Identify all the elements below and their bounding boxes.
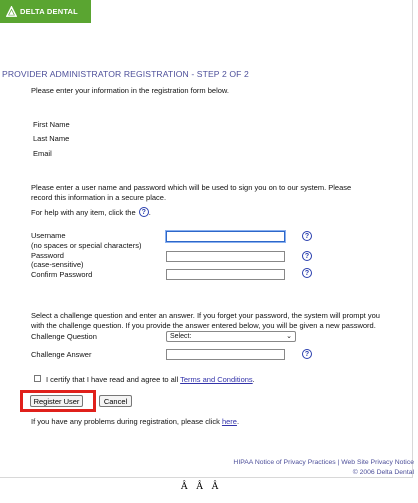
hipaa-notice-link[interactable]: HIPAA Notice of Privacy Practices — [233, 459, 336, 466]
challenge-answer-input[interactable] — [166, 349, 285, 360]
challenge-question-label: Challenge Question — [31, 332, 97, 341]
terms-link[interactable]: Terms and Conditions — [180, 375, 253, 384]
delta-dental-logo[interactable] — [0, 0, 91, 23]
last-name-label: Last Name — [33, 134, 70, 143]
page-title: PROVIDER ADMINISTRATOR REGISTRATION - STEP 2 OF 2 — [2, 69, 249, 79]
delta-triangle-icon — [6, 6, 17, 17]
footer — [233, 458, 414, 477]
confirm-password-input[interactable] — [166, 269, 285, 280]
problems-here-link[interactable]: here — [221, 417, 237, 426]
copyright: © 2006 Delta Dental — [352, 468, 414, 476]
email-label: Email — [33, 149, 52, 158]
register-user-button[interactable]: Register User — [30, 395, 83, 407]
password-input[interactable] — [166, 251, 285, 262]
problems-line: If you have any problems during registration, please click here. — [31, 417, 240, 426]
chevron-down-icon: ⌄ — [286, 333, 292, 340]
username-label: Username — [31, 231, 66, 240]
footer-links — [233, 458, 414, 468]
cancel-button[interactable]: Cancel — [99, 395, 132, 407]
logo-text: DELTA DENTAL — [20, 7, 78, 16]
password-sublabel: (case-sensitive) — [31, 260, 84, 269]
challenge-question-selected: Select: — [170, 333, 192, 340]
password-label: Password — [31, 251, 64, 260]
help-hint-text: For help with any item, click the — [31, 208, 136, 217]
problems-text: If you have any problems during registration, please click — [31, 417, 220, 426]
username-input[interactable] — [166, 231, 285, 242]
stray-characters: Â Â Â — [181, 482, 222, 492]
terms-text: I certify that I have read and agree to all — [46, 375, 179, 384]
username-help-icon[interactable]: ? — [302, 231, 312, 241]
challenge-answer-label: Challenge Answer — [31, 350, 92, 359]
challenge-intro: Select a challenge question and enter an answer. If you forget your password, the system will prompt you with the challenge question. If you provide the answer entered below, you will be given a new password. — [31, 311, 380, 330]
confirm-password-help-icon[interactable]: ? — [302, 268, 312, 278]
confirm-password-label: Confirm Password — [31, 270, 93, 279]
challenge-answer-help-icon[interactable]: ? — [302, 349, 312, 359]
help-circle-icon[interactable]: ? — [139, 207, 149, 217]
credentials-intro: Please enter a user name and password which will be used to sign you on to our system. Please record this information in a secure place. — [31, 183, 352, 202]
username-sublabel: (no spaces or special characters) — [31, 241, 142, 250]
terms-line: I certify that I have read and agree to all Terms and Conditions. — [46, 375, 255, 384]
footer-separator: | — [337, 459, 340, 466]
web-privacy-link[interactable]: Web Site Privacy Notice — [341, 459, 414, 466]
challenge-question-select[interactable] — [166, 331, 296, 342]
first-name-label: First Name — [33, 120, 70, 129]
terms-checkbox[interactable] — [34, 375, 41, 382]
help-hint: For help with any item, click the ? . — [31, 208, 151, 217]
intro-text: Please enter your information in the registration form below. — [31, 86, 230, 95]
password-help-icon[interactable]: ? — [302, 251, 312, 261]
